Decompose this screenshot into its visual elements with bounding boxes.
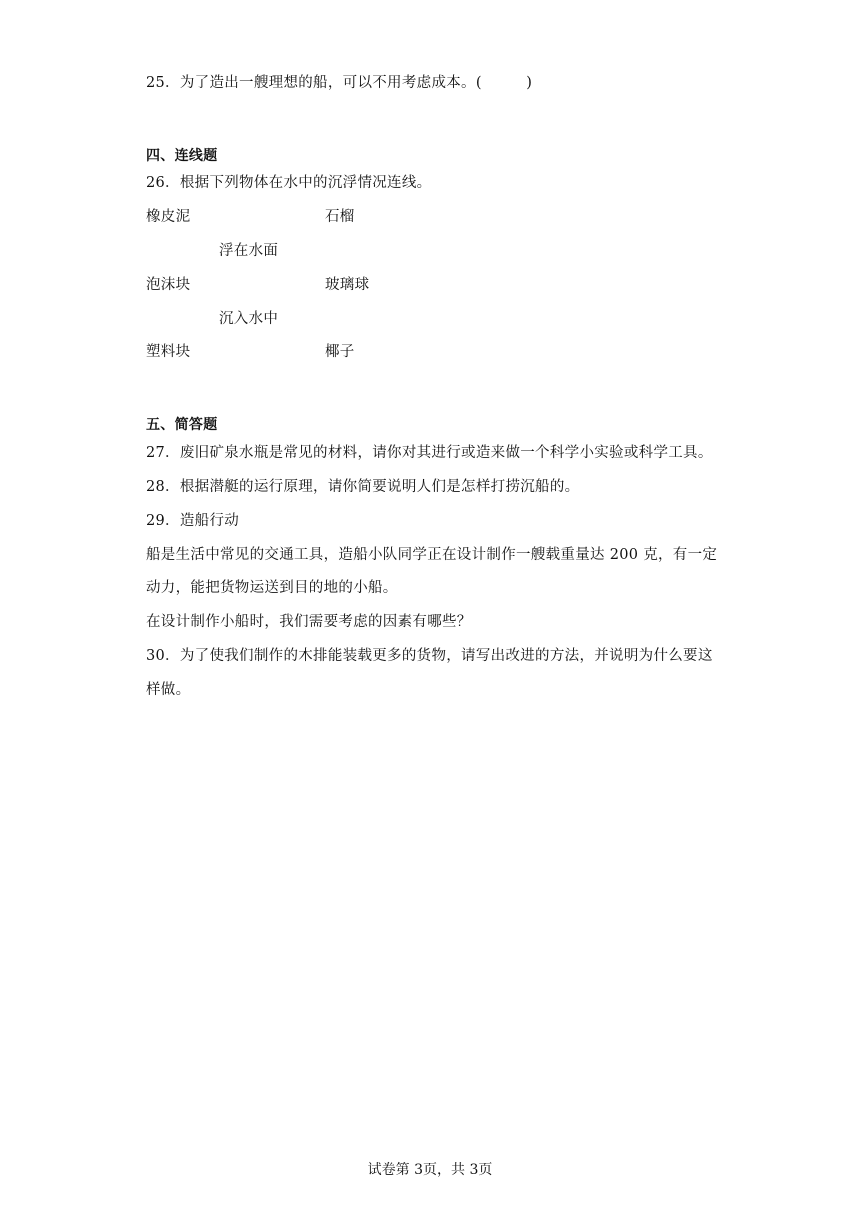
q30-line1: 30．为了使我们制作的木排能装载更多的货物，请写出改进的方法，并说明为什么要这 [146,648,713,664]
section-matching-heading: 四、连线题 [146,148,218,164]
q29-line1: 船是生活中常见的交通工具，造船小队同学正在设计制作一艘载重量达 200 克，有一定 [146,547,718,563]
match-left-3: 塑料块 [146,344,191,360]
section-short-answer-heading: 五、简答题 [146,417,218,433]
q25-text: 25．为了造出一艘理想的船，可以不用考虑成本。( ) [146,75,533,91]
match-middle-1: 浮在水面 [219,243,279,259]
q29-title: 29．造船行动 [146,513,240,529]
match-left-1: 橡皮泥 [146,209,191,225]
q29-question: 在设计制作小船时，我们需要考虑的因素有哪些？ [146,614,472,630]
q26-text: 26．根据下列物体在水中的沉浮情况连线。 [146,175,432,191]
match-middle-2: 沉入水中 [219,311,279,327]
match-right-3: 椰子 [325,344,355,360]
q27-text: 27．废旧矿泉水瓶是常见的材料，请你对其进行或造来做一个科学小实验或科学工具。 [146,445,713,461]
q28-text: 28．根据潜艇的运行原理，请你简要说明人们是怎样打捞沉船的。 [146,479,580,495]
match-left-2: 泡沫块 [146,277,191,293]
q29-line2: 动力，能把货物运送到目的地的小船。 [146,580,398,596]
page-footer: 试卷第 3页，共 3页 [367,1162,493,1178]
match-right-2: 玻璃球 [325,277,370,293]
match-right-1: 石榴 [325,209,355,225]
q30-line2: 样做。 [146,682,191,698]
